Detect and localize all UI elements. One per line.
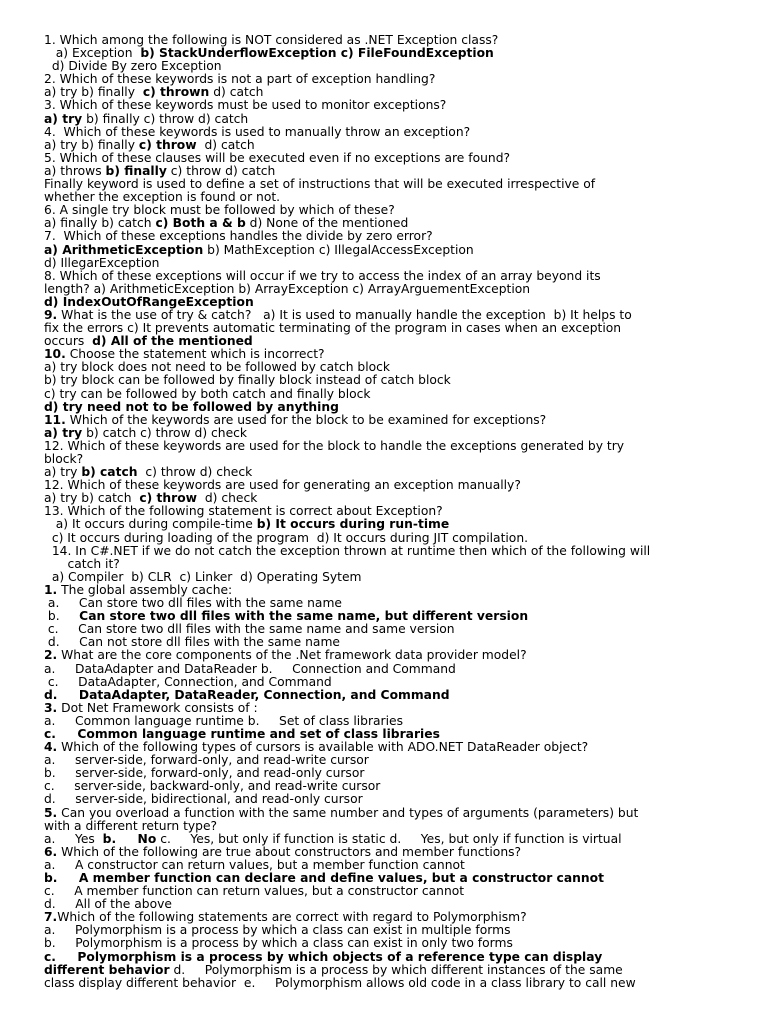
line-text: c) It occurs during loading of the program d) It occurs during JIT compilation. xyxy=(44,530,529,545)
line-text: b) MathException c) IllegalAccessException xyxy=(203,242,474,257)
bold-answer-text: c) throw xyxy=(139,491,198,506)
bold-answer-text: different behavior xyxy=(44,962,170,977)
line-text: What are the core components of the .Net framework data provider model? xyxy=(57,648,527,663)
line-text: d. server-side, bidirectional, and read-only cursor xyxy=(44,792,363,807)
line-text: class display different behavior e. Polymorphism allows old code in a class library to call new xyxy=(44,975,636,990)
line-text: d) Divide By zero Exception xyxy=(44,59,222,74)
bold-answer-text: 4. xyxy=(44,740,58,755)
bold-answer-text: c) thrown xyxy=(142,85,210,100)
line-text: a) try b) finally xyxy=(44,85,143,100)
line-text: c) throw d) catch xyxy=(166,163,276,178)
line-text: c. Can store two dll files with the same name and same version xyxy=(44,622,455,637)
bold-answer-text: d. DataAdapter, DataReader, Connection, and Command xyxy=(44,687,450,702)
line-text: What is the use of try & catch? a) It is used to manually handle the exception b) It helps to xyxy=(57,307,632,322)
bold-answer-text: 3. xyxy=(44,700,58,715)
bold-answer-text: 10. xyxy=(44,347,66,362)
line-text: 3. Which of these keywords must be used to monitor exceptions? xyxy=(44,98,447,113)
line-text: b) try block can be followed by finally block instead of catch block xyxy=(44,373,451,388)
line-text: 6. A single try block must be followed by which of these? xyxy=(44,203,395,218)
line-text: block? xyxy=(44,452,84,466)
line-text: Choose the statement which is incorrect? xyxy=(65,347,325,362)
bold-answer-text: b. A member function can declare and define values, but a constructor cannot xyxy=(44,871,604,885)
line-text: 4. Which of these keywords is used to manually throw an exception? xyxy=(44,124,471,139)
bold-answer-text: 2. xyxy=(44,648,58,663)
line-text: whether the exception is found or not. xyxy=(44,190,281,205)
bold-answer-text: Can store two dll files with the same name, but different version xyxy=(79,609,529,624)
bold-answer-text: 11. xyxy=(44,412,66,427)
line-text: 5. Which of these clauses will be executed even if no exceptions are found? xyxy=(44,150,511,165)
line-text: c. server-side, backward-only, and read-write cursor xyxy=(44,779,381,794)
line-text: a. DataAdapter and DataReader b. Connection and Command xyxy=(44,661,456,676)
bold-answer-text: 7. xyxy=(44,910,58,925)
bold-answer-text: a) try xyxy=(44,425,83,440)
bold-answer-text: 6. xyxy=(44,844,58,859)
line-text: 12. Which of these keywords are used for the block to handle the exceptions generated by try xyxy=(44,438,625,453)
bold-answer-text: b) catch xyxy=(81,465,138,480)
bold-answer-text: 5. xyxy=(44,805,58,820)
bold-answer-text: b) It occurs during run-time xyxy=(256,517,450,532)
line-text: d. Polymorphism is a process by which different instances of the same xyxy=(169,962,623,977)
bold-answer-text: d) try need not to be followed by anything xyxy=(44,399,339,414)
bold-answer-text: d) All of the mentioned xyxy=(92,334,253,349)
line-text: c. Yes, but only if function is static d. Yes, but only if function is virtual xyxy=(156,831,622,846)
line-text: a) try b) catch xyxy=(44,491,140,506)
bold-answer-text: b) finally xyxy=(105,163,167,178)
line-text: 8. Which of these exceptions will occur if we try to access the index of an array beyond its xyxy=(44,268,601,283)
line-text: 12. Which of these keywords are used for generating an exception manually? xyxy=(44,478,521,493)
line-text: d. All of the above xyxy=(44,897,172,912)
line-text: a) try b) finally xyxy=(44,137,139,152)
line-text: a. A constructor can return values, but a member function cannot xyxy=(44,857,465,872)
line-text: b) catch c) throw d) check xyxy=(82,425,248,440)
line-text: a) Compiler b) CLR c) Linker d) Operating Sytem xyxy=(44,569,362,584)
line-text: a. Polymorphism is a process by which a class can exist in multiple forms xyxy=(44,923,511,938)
line-text: d) catch xyxy=(209,85,264,100)
line-text: 1. Which among the following is NOT considered as .NET Exception class? xyxy=(44,33,499,47)
line-text: fix the errors c) It prevents automatic terminating of the program in cases when an exception xyxy=(44,321,622,336)
bold-answer-text: 1. xyxy=(44,582,58,597)
line-text: Dot Net Framework consists of : xyxy=(57,700,258,715)
line-text: c) throw d) check xyxy=(137,465,253,480)
line-text: c. A member function can return values, but a constructor cannot xyxy=(44,884,465,899)
bold-answer-text: c) throw xyxy=(138,137,197,152)
line-text: a) try xyxy=(44,465,82,480)
line-text: a. Common language runtime b. Set of class libraries xyxy=(44,713,404,728)
bold-answer-text: c. Common language runtime and set of class libraries xyxy=(44,726,440,741)
bold-answer-text: b) StackUnderflowException c) FileFoundException xyxy=(140,46,494,61)
line-text: occurs xyxy=(44,334,93,349)
line-text: b. xyxy=(44,609,80,624)
line-text: a) finally b) catch xyxy=(44,216,156,231)
bold-answer-text: a) try xyxy=(44,111,83,126)
line-text: catch it? xyxy=(44,556,120,571)
bold-answer-text: c) Both a & b xyxy=(155,216,246,231)
line-text: 7. Which of these exceptions handles the divide by zero error? xyxy=(44,229,433,244)
line-text: 13. Which of the following statement is correct about Exception? xyxy=(44,504,443,519)
line-text: b. server-side, forward-only, and read-only cursor xyxy=(44,766,365,781)
bold-answer-text: c. Polymorphism is a process by which objects of a reference type can display xyxy=(44,949,603,964)
line-text: The global assembly cache: xyxy=(57,582,233,597)
line-text: Which of the following are true about constructors and member functions? xyxy=(57,844,522,859)
line-text: a) It occurs during compile-time xyxy=(44,517,257,532)
line-text: d) None of the mentioned xyxy=(245,216,409,231)
line-text: Which of the following types of cursors is available with ADO.NET DataReader object? xyxy=(57,740,589,755)
line-text: Finally keyword is used to define a set of instructions that will be executed irrespective of xyxy=(44,177,596,192)
line-text: d) check xyxy=(197,491,258,506)
text-line xyxy=(44,977,734,990)
line-text: a. Can store two dll files with the same name xyxy=(44,596,342,611)
line-text: Can you overload a function with the same number and types of arguments (parameters) but xyxy=(57,805,639,820)
line-text: with a different return type? xyxy=(44,818,218,833)
document-page xyxy=(44,34,734,990)
line-text: 2. Which of these keywords is not a part of exception handling? xyxy=(44,72,436,87)
line-text: d) IllegarException xyxy=(44,255,160,270)
line-text: b. Polymorphism is a process by which a class can exist in only two forms xyxy=(44,936,513,951)
line-text: d) catch xyxy=(196,137,255,152)
line-text: a. Yes xyxy=(44,831,103,846)
bold-answer-text: b. No xyxy=(102,831,157,846)
line-text: d. Can not store dll files with the same name xyxy=(44,635,340,650)
line-text: Which of the following statements are correct with regard to Polymorphism? xyxy=(57,910,527,925)
bold-answer-text: 9. xyxy=(44,307,58,322)
line-text: a) try block does not need to be followed by catch block xyxy=(44,360,391,375)
line-text: c. DataAdapter, Connection, and Command xyxy=(44,674,332,689)
bold-answer-text: d) IndexOutOfRangeException xyxy=(44,294,254,309)
bold-answer-text: a) ArithmeticException xyxy=(44,242,204,257)
line-text: Which of the keywords are used for the block to be examined for exceptions? xyxy=(65,412,547,427)
text-line xyxy=(44,440,734,453)
line-text: length? a) ArithmeticException b) ArrayException c) ArrayArguementException xyxy=(44,281,531,296)
line-text: 14. In C#.NET if we do not catch the exception thrown at runtime then which of the following will xyxy=(44,543,651,558)
text-line xyxy=(44,545,734,558)
line-text: a. server-side, forward-only, and read-write cursor xyxy=(44,753,369,768)
line-text: a) Exception xyxy=(44,46,141,61)
line-text: c) try can be followed by both catch and finally block xyxy=(44,386,371,401)
line-text: b) finally c) throw d) catch xyxy=(82,111,249,126)
line-text: a) throws xyxy=(44,163,106,178)
